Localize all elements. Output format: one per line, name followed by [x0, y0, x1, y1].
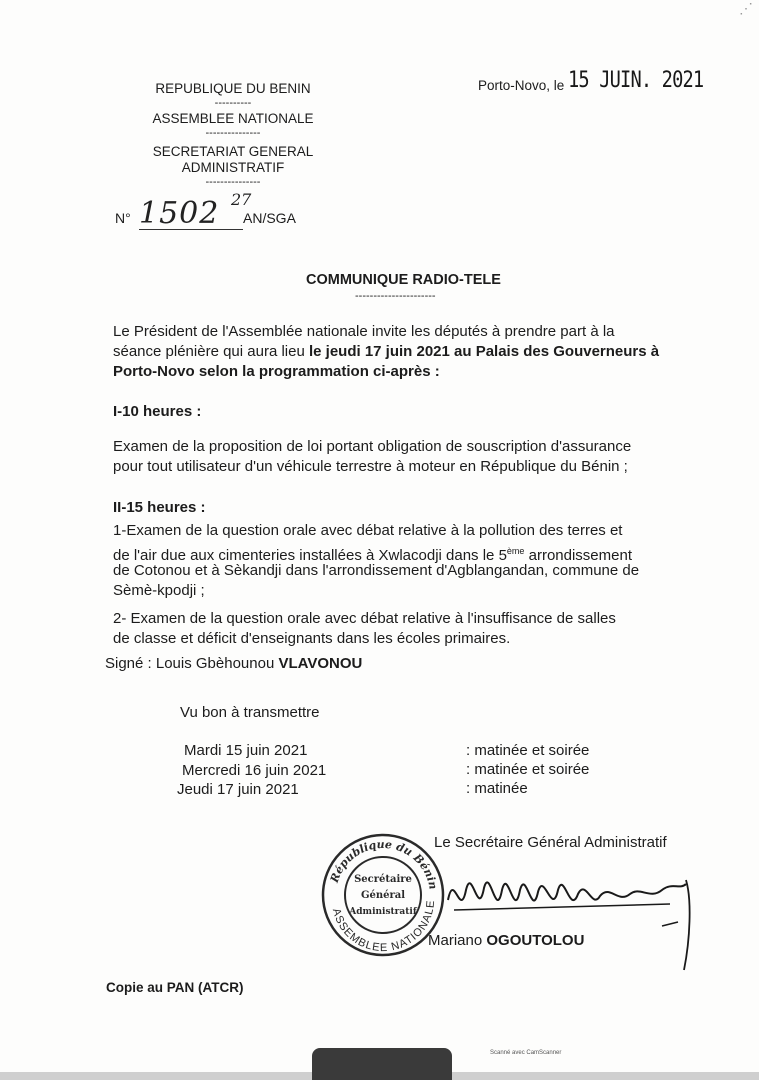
stamp-ring-bottom: ASSEMBLEE NATIONALE [329, 899, 438, 955]
signed-surname: VLAVONOU [278, 655, 363, 672]
bottom-overlay-tab [312, 1048, 452, 1080]
item-1-line-2-start: de l'air due aux cimenteries installées à Xwlacodji dans le 5 [113, 547, 507, 564]
title-underline: ---------------------- [355, 290, 436, 302]
transmit-day-1: Mardi 15 juin 2021 [184, 742, 308, 759]
date-stamp: 15 JUIN. 2021 [568, 68, 704, 93]
section-1-heading: I-10 heures : [113, 403, 202, 420]
transmit-slot-1: : matinée et soirée [466, 742, 590, 759]
handwritten-signature [440, 860, 700, 980]
header-secretariat-1: SECRETARIAT GENERAL [152, 144, 314, 159]
signed-line [105, 654, 362, 674]
item-1-line-2-end: arrondissement [524, 547, 632, 564]
stamp-center-1: Secrétaire [354, 874, 412, 885]
signatory-role: Le Secrétaire Général Administratif [434, 834, 667, 851]
header-dash-2: --------------- [205, 127, 261, 139]
section-2-item-1-line-3: de Cotonou et à Sèkandji dans l'arrondissement d'Agblangandan, commune de [113, 562, 640, 579]
header-secretariat-2: ADMINISTRATIF [181, 160, 285, 175]
ref-suffix: AN/SGA [243, 210, 296, 226]
section-1-line-1: Examen de la proposition de loi portant obligation de souscription d'assurance [113, 438, 632, 455]
section-2-item-1-line-4: Sèmè-kpodji ; [113, 582, 205, 599]
ordinal-superscript: ème [506, 546, 525, 556]
date-place: Porto-Novo, le [478, 78, 565, 93]
header-country: REPUBLIQUE DU BENIN [155, 81, 311, 96]
section-2-item-1-line-1: 1-Examen de la question orale avec débat relative à la pollution des terres et [113, 522, 623, 539]
intro-line-2 [113, 342, 659, 362]
ref-underline [139, 229, 243, 230]
intro-line-2-bold: le jeudi 17 juin 2021 au Palais des Gouverneurs à [308, 343, 660, 360]
copy-recipient: Copie au PAN (ATCR) [106, 980, 244, 995]
document-title: COMMUNIQUE RADIO-TELE [306, 272, 501, 288]
header-assembly: ASSEMBLEE NATIONALE [152, 111, 314, 126]
section-2-item-2-line-1: 2- Examen de la question orale avec débat relative à l'insuffisance de salles [113, 610, 616, 627]
header-dash-1: ---------- [214, 97, 252, 109]
signatory-last-name: OGOUTOLOU [486, 932, 585, 949]
transmit-slot-3: : matinée [466, 780, 528, 797]
intro-line-1: Le Président de l'Assemblée nationale invite les députés à prendre part à la [113, 323, 615, 340]
section-2-item-2-line-2: de classe et déficit d'enseignants dans les écoles primaires. [113, 630, 511, 647]
section-2-heading: II-15 heures : [113, 499, 206, 516]
corner-mark-icon: ⋰ [739, 0, 753, 16]
header-dash-3: --------------- [205, 176, 261, 188]
stamp-center-3: Administratif [349, 907, 417, 917]
signatory-name [428, 931, 584, 951]
scanner-watermark: Scanné avec CamScanner [490, 1050, 562, 1056]
ref-prefix: N° [115, 210, 131, 226]
transmit-label: Vu bon à transmettre [180, 704, 320, 721]
transmit-day-2: Mercredi 16 juin 2021 [182, 762, 327, 779]
signed-label: Signé : Louis Gbèhounou [105, 655, 279, 672]
signature-scribble-icon [440, 860, 700, 980]
intro-line-3: Porto-Novo selon la programmation ci-après : [113, 363, 440, 380]
transmit-day-3: Jeudi 17 juin 2021 [177, 781, 299, 798]
stamp-center-2: Général [360, 890, 406, 901]
intro-line-2-normal: séance plénière qui aura lieu [113, 343, 309, 360]
section-1-line-2: pour tout utilisateur d'un véhicule terrestre à moteur en République du Bénin ; [113, 458, 628, 475]
transmit-slot-2: : matinée et soirée [466, 761, 590, 778]
stamp-ring-top: République du Bénin [327, 837, 440, 891]
ref-superscript: 27 [231, 190, 252, 209]
ref-number-handwritten: 1502 [139, 196, 220, 231]
signatory-first-name: Mariano [428, 932, 487, 949]
